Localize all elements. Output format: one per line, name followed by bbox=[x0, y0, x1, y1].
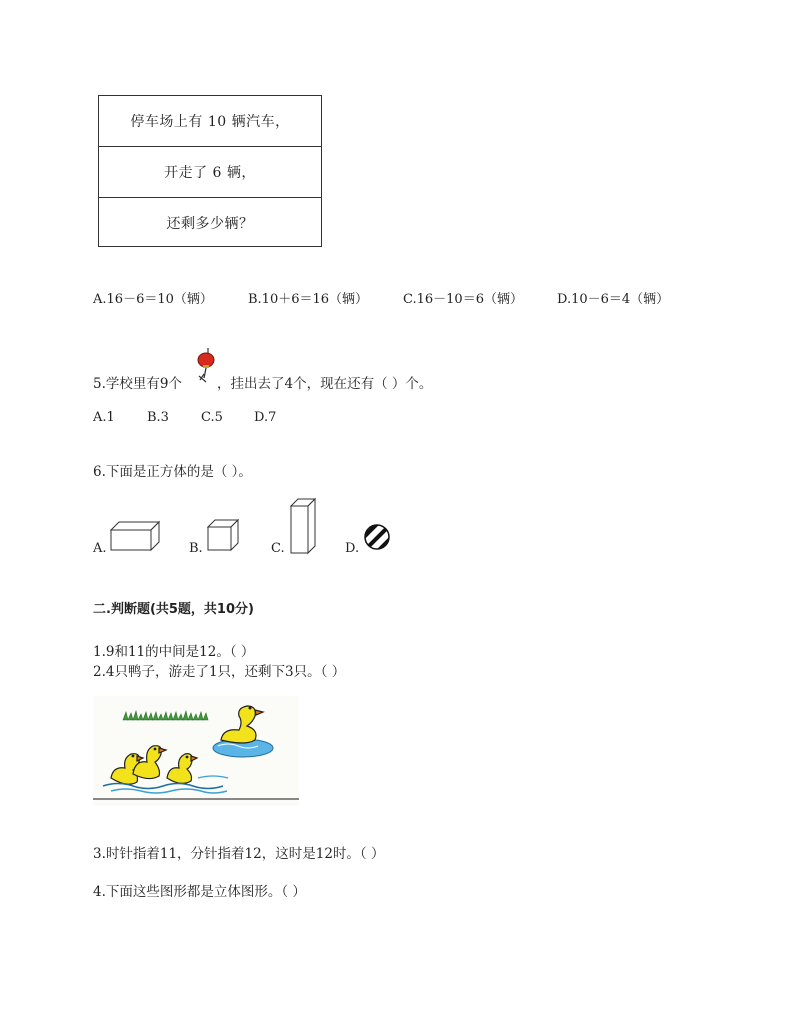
q5-text-after: ，挂出去了4个，现在还有（ ）个。 bbox=[217, 376, 433, 392]
judge-q3: 3.时针指着11，分针指着12，这时是12时。（ ） bbox=[93, 846, 385, 862]
cuboid-shape bbox=[108, 518, 162, 552]
ball-shape bbox=[362, 522, 392, 552]
q6-label-d: D. bbox=[345, 541, 360, 556]
q6-label-b: B. bbox=[189, 541, 203, 556]
judge-q2: 2.4只鸭子，游走了1只，还剩下3只。（ ） bbox=[93, 664, 346, 680]
q6-label-c: C. bbox=[271, 541, 285, 556]
lantern-icon bbox=[194, 346, 216, 384]
story-row-3: 还剩多少辆？ bbox=[99, 197, 321, 248]
q5-option-b: B.3 bbox=[147, 410, 169, 425]
tall-cuboid-shape bbox=[288, 497, 318, 555]
q5-option-c: C.5 bbox=[201, 410, 223, 425]
q6-label-a: A. bbox=[93, 541, 107, 556]
q5-option-a: A.1 bbox=[93, 410, 115, 425]
q5-text-before: 5.学校里有9个 bbox=[93, 376, 182, 392]
q6-text: 6.下面是正方体的是（ ）。 bbox=[93, 464, 252, 480]
judge-q4: 4.下面这些图形都是立体图形。（ ） bbox=[93, 884, 306, 900]
story-row-2: 开走了 6 辆， bbox=[99, 146, 321, 197]
q4-option-b: B.10＋6＝16（辆） bbox=[248, 292, 369, 307]
q5-option-d: D.7 bbox=[254, 410, 277, 425]
judge-q1: 1.9和11的中间是12。（ ） bbox=[93, 644, 255, 660]
cube-shape bbox=[205, 517, 241, 553]
story-row-1: 停车场上有 10 辆汽车， bbox=[130, 114, 290, 130]
q4-option-c: C.16－10＝6（辆） bbox=[403, 292, 523, 307]
section-title: 二.判断题(共5题，共10分) bbox=[93, 602, 254, 617]
ducks-picture bbox=[93, 696, 299, 806]
story-table bbox=[98, 95, 322, 247]
q4-option-d: D.10－6＝4（辆） bbox=[557, 292, 670, 307]
q4-option-a: A.16－6＝10（辆） bbox=[93, 292, 213, 307]
